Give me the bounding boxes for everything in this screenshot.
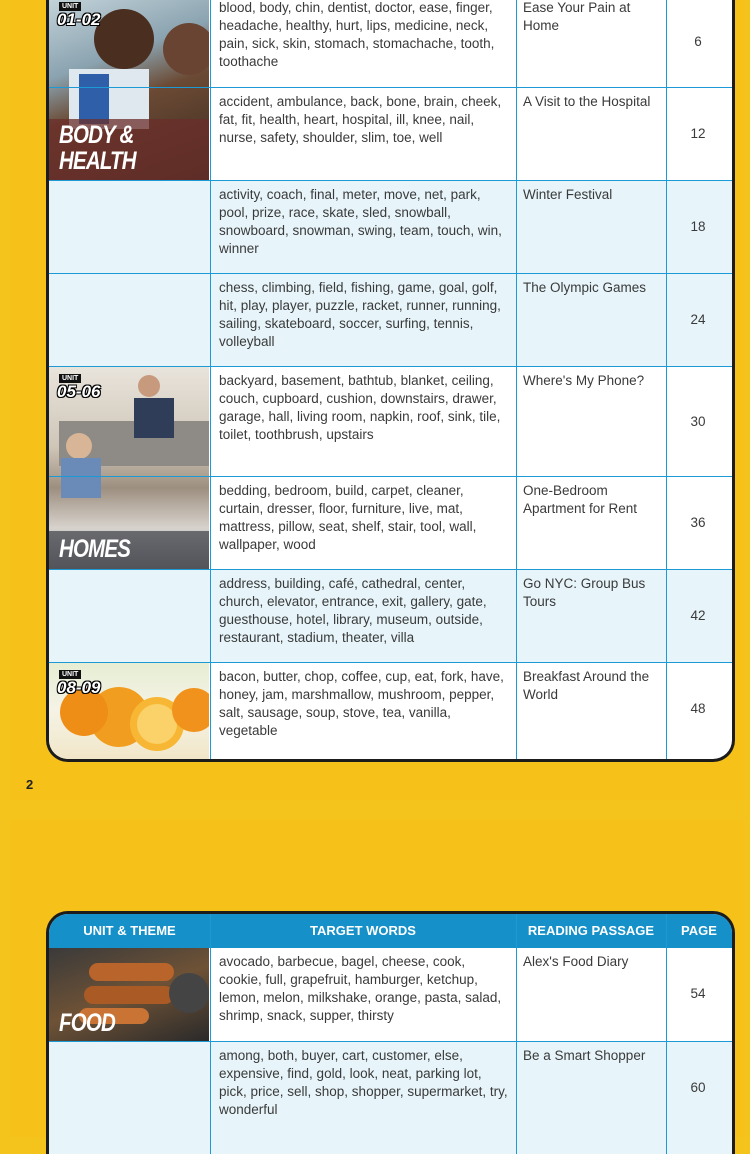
reading-passage: Go NYC: Group Bus Tours <box>523 576 646 609</box>
reading-passage: Alex's Food Diary <box>523 954 629 969</box>
reading-passage: Be a Smart Shopper <box>523 1048 646 1063</box>
table-row <box>49 1041 732 1154</box>
table-row <box>49 662 732 760</box>
reading-passage: Breakfast Around the World <box>523 669 650 702</box>
target-words: bedding, bedroom, build, carpet, cleaner, curtain, dresser, floor, furniture, live, mat, mattress, pillow, seat, shelf, stair, tool, wall, wallpaper, wood <box>219 483 477 552</box>
page-number: 54 <box>690 986 706 1001</box>
target-words: backyard, basement, bathtub, blanket, ceiling, couch, cupboard, cushion, downstairs, drawer, garage, hall, living room, napkin, roof, sink, tile, toilet, toothbrush, upstairs <box>219 373 501 442</box>
reading-passage: The Olympic Games <box>523 280 647 295</box>
table-row <box>49 87 732 181</box>
header-page: PAGE <box>681 923 717 938</box>
theme-name-line1: BODY & <box>59 121 134 149</box>
header-unit-theme: UNIT & THEME <box>83 923 176 938</box>
reading-passage: A Visit to the Hospital <box>523 94 651 109</box>
column-divider <box>666 914 667 1154</box>
page-number-footer: 2 <box>26 777 34 792</box>
target-words: activity, coach, final, meter, move, net, park, pool, prize, race, skate, sled, snowball, snowboard, snowman, swing, team, touch, win, winner <box>219 187 502 256</box>
page-number: 36 <box>690 515 706 530</box>
header-reading-passage: READING PASSAGE <box>527 923 655 938</box>
unit-tag: UNIT <box>59 2 81 11</box>
unit-number: 01-02 <box>57 10 101 29</box>
unit-tag: UNIT <box>59 670 81 679</box>
reading-passage: Ease Your Pain at Home <box>523 0 631 33</box>
theme-name-line1: FOOD <box>59 1009 115 1037</box>
column-divider <box>666 0 667 759</box>
target-words: bacon, butter, chop, coffee, cup, eat, fork, have, honey, jam, marshmallow, mushroom, pepper, salt, sausage, soup, stove, tea, vanilla, vegetable <box>219 669 504 738</box>
header-target-words: TARGET WORDS <box>310 923 416 938</box>
table-header <box>49 914 732 948</box>
page-number: 42 <box>690 608 706 623</box>
page-number: 48 <box>690 701 706 716</box>
page-number: 24 <box>690 312 706 327</box>
contents-table-bottom <box>46 911 735 1154</box>
target-words: address, building, café, cathedral, center, church, elevator, entrance, exit, gallery, gate, guesthouse, hotel, library, museum, outside, restaurant, stadium, theater, villa <box>219 576 487 645</box>
target-words: among, both, buyer, cart, customer, else, expensive, find, gold, look, neat, parking lot, pick, price, sell, shop, shopper, supermarket, try, wonderful <box>219 1048 508 1117</box>
reading-passage: Winter Festival <box>523 187 613 202</box>
unit-number: 08-09 <box>57 678 101 697</box>
theme-name-line1: HOMES <box>59 535 131 563</box>
page-number: 60 <box>690 1080 706 1095</box>
page-top <box>10 0 745 800</box>
table-row <box>49 948 732 1041</box>
page-number: 12 <box>690 126 706 141</box>
table-row <box>49 366 732 477</box>
target-words: avocado, barbecue, bagel, cheese, cook, cookie, full, grapefruit, hamburger, ketchup, lemon, melon, milkshake, orange, pasta, salad, shrimp, snack, supper, thirsty <box>219 954 502 1023</box>
column-divider <box>516 914 517 1154</box>
column-divider <box>516 0 517 759</box>
reading-passage: Where's My Phone? <box>523 373 645 388</box>
column-divider <box>210 914 211 1154</box>
table-row <box>49 569 732 663</box>
target-words: accident, ambulance, back, bone, brain, cheek, fat, fit, health, heart, hospital, ill, knee, nail, nurse, safety, shoulder, slim, toe, well <box>219 94 502 145</box>
reading-passage: One-Bedroom Apartment for Rent <box>523 483 638 516</box>
column-divider <box>210 0 211 759</box>
table-row <box>49 180 732 274</box>
contents-table-top <box>46 0 735 762</box>
unit-number: 05-06 <box>57 382 101 401</box>
unit-tag: UNIT <box>59 374 81 383</box>
page-number: 30 <box>690 414 706 429</box>
table-row <box>49 476 732 570</box>
table-row <box>49 0 732 87</box>
table-row <box>49 273 732 367</box>
theme-name-line2: HEALTH <box>59 147 136 175</box>
target-words: blood, body, chin, dentist, doctor, ease, finger, headache, healthy, hurt, lips, medicine, neck, pain, sick, skin, stomach, stomachache, tooth, toothache <box>219 0 495 69</box>
page-number: 6 <box>694 34 702 49</box>
target-words: chess, climbing, field, fishing, game, goal, golf, hit, play, player, puzzle, racket, runner, running, sailing, skateboard, soccer, surfing, tennis, volleyball <box>219 280 501 349</box>
page-number: 18 <box>690 219 706 234</box>
